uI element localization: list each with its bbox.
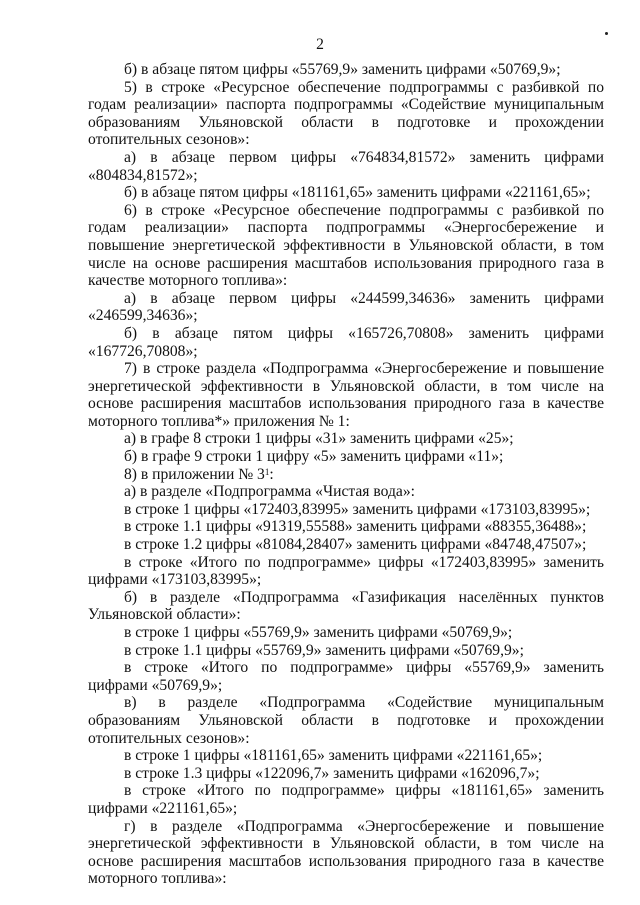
paragraph: в) в разделе «Подпрограмма «Содействие муниципальным образованиям Ульяновской области в подготовке и прохождении отопительных сезонов»:	[88, 694, 604, 747]
paragraph: в строке «Итого по подпрограмме» цифры «181161,65» заменить цифрами «221161,65»;	[88, 782, 604, 817]
paragraph: 5) в строке «Ресурсное обеспечение подпрограммы с разбивкой по годам реализации» паспорта подпрограммы «Содействие муниципальным образованиям Ульяновской области в подготовке и прохождении отопительных сезонов»:	[88, 78, 604, 149]
paragraph-text: 8) в приложении № 3	[124, 465, 265, 483]
paragraph: 6) в строке «Ресурсное обеспечение подпрограммы с разбивкой по годам реализации» паспорта подпрограммы «Энергосбережение и повышение энергетической эффективности в Ульяновской области, в том числе на основе расширения масштабов использования природного газа в качестве моторного топлива»:	[88, 201, 604, 290]
paragraph: 7) в строке раздела «Подпрограмма «Энергосбережение и повышение энергетической эффективности в Ульяновской области, в том числе на основе расширения масштабов использования природного газа в качестве моторного топлива*» приложения № 1:	[88, 360, 604, 430]
paragraph: а) в абзаце первом цифры «244599,34636» заменить цифрами «246599,34636»;	[88, 289, 604, 325]
paragraph: б) в разделе «Подпрограмма «Газификация населённых пунктов Ульяновской области»:	[88, 588, 604, 624]
paragraph: в строке 1.1 цифры «55769,9» заменить цифрами «50769,9»;	[124, 641, 524, 659]
paragraph-with-superscript	[88, 466, 604, 484]
paragraph: в строке «Итого по подпрограмме» цифры «172403,83995» заменить цифрами «173103,83995»;	[88, 553, 604, 589]
page-number: 2	[316, 36, 324, 53]
paragraph: б) в абзаце пятом цифры «165726,70808» заменить цифрами «167726,70808»;	[88, 324, 604, 360]
paragraph: б) в абзаце пятом цифры «55769,9» заменить цифрами «50769,9»;	[124, 61, 561, 78]
paragraph: в строке 1.1 цифры «91319,55588» заменить цифрами «88355,36488»;	[124, 518, 587, 536]
scan-mark	[605, 32, 608, 35]
paragraph: в строке 1.2 цифры «81084,28407» заменить цифрами «84748,47507»;	[124, 536, 587, 554]
paragraph: в строке 1.3 цифры «122096,7» заменить цифрами «162096,7»;	[124, 764, 540, 782]
paragraph: г) в разделе «Подпрограмма «Энергосбережение и повышение энергетической эффективности в Ульяновской области, в том числе на основе расширения масштабов использования природного газа в качестве моторного топлива»:	[88, 817, 604, 888]
paragraph: а) в разделе «Подпрограмма «Чистая вода»:	[124, 483, 415, 501]
document-body	[88, 61, 604, 888]
paragraph: в строке 1 цифры «172403,83995» заменить цифрами «173103,83995»;	[124, 500, 591, 518]
superscript: 1	[264, 466, 270, 477]
paragraph-suffix: :	[269, 465, 274, 483]
paragraph: в строке 1 цифры «55769,9» заменить цифрами «50769,9»;	[124, 624, 513, 641]
paragraph: б) в абзаце пятом цифры «181161,65» заменить цифрами «221161,65»;	[124, 184, 591, 202]
paragraph: б) в графе 9 строки 1 цифру «5» заменить цифрами «11»;	[124, 448, 504, 466]
paragraph: а) в абзаце первом цифры «764834,81572» заменить цифрами «804834,81572»;	[88, 148, 604, 184]
paragraph: а) в графе 8 строки 1 цифры «31» заменить цифрами «25»;	[124, 430, 514, 448]
paragraph: в строке 1 цифры «181161,65» заменить цифрами «221161,65»;	[124, 747, 543, 765]
paragraph: в строке «Итого по подпрограмме» цифры «55769,9» заменить цифрами «50769,9»;	[88, 659, 604, 694]
